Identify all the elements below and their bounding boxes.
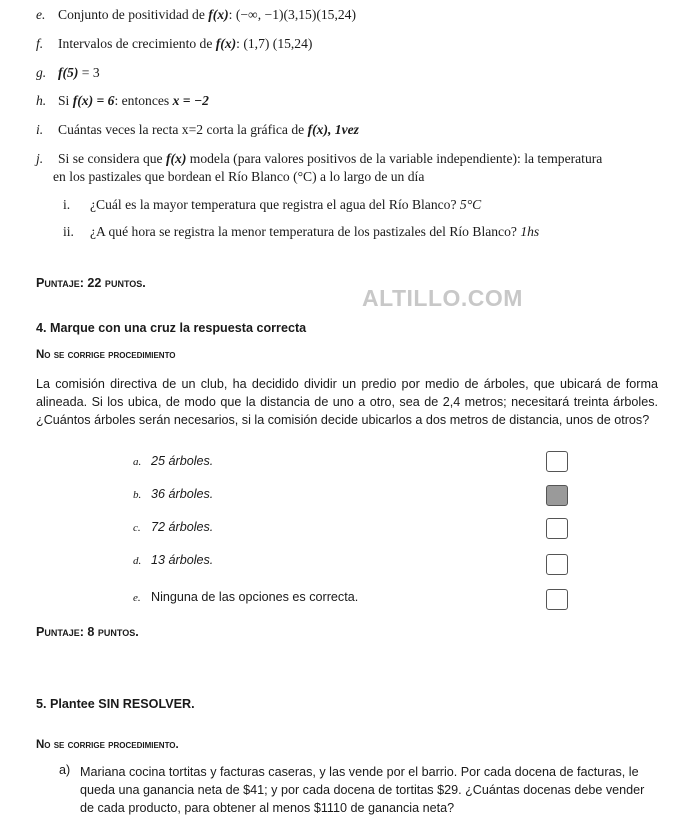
sub-item-i	[63, 197, 481, 213]
option-d	[133, 553, 213, 567]
watermark: ALTILLO.COM	[362, 285, 523, 311]
item-text: Cuántas veces la recta x=2 corta la gráfica de	[58, 122, 308, 137]
option-c	[133, 520, 213, 534]
option-letter: c.	[133, 522, 141, 534]
item-f	[36, 36, 312, 52]
option-text: 25 árboles.	[151, 454, 214, 468]
item-label: g.	[36, 65, 47, 80]
item-text-cont: modela (para valores positivos de la variable independiente): la temperatura	[186, 151, 603, 166]
item-rest: : (−∞, −1)(3,15)(15,24)	[228, 7, 357, 22]
option-text: Ninguna de las opciones es correcta.	[151, 590, 359, 604]
question-4-paragraph: La comisión directiva de un club, ha decidido dividir un predio por medio de árboles, que ubicará de forma alineada. Si los ubica, de modo que la distancia de uno a otro, sea de 2,4 metros; necesitará treinta árboles. ¿Cuántos árboles serán necesarios, si la comisión decide ubicarlos a dos metros de distancia, unos de otros?	[36, 377, 658, 427]
sub-item-text: ¿A qué hora se registra la menor temperatura de los pastizales del Río Blanco?	[90, 224, 521, 239]
option-letter: d.	[133, 555, 142, 567]
option-text: 72 árboles.	[151, 520, 214, 534]
item-math: f(5)	[58, 65, 79, 80]
item-text: Conjunto de positividad de	[58, 7, 209, 22]
question-5-title: 5. Plantee SIN RESOLVER.	[36, 697, 195, 711]
option-e	[133, 590, 358, 604]
item-j-line2: en los pastizales que bordean el Río Blanco (°C) a lo largo de un día	[53, 169, 425, 184]
item-rest: : (1,7) (15,24)	[236, 36, 313, 51]
option-c-checkbox[interactable]	[546, 518, 568, 539]
option-d-checkbox[interactable]	[546, 554, 568, 575]
item-e	[36, 7, 356, 23]
sub-item-answer: 5°C	[459, 197, 482, 212]
sub-item-text: Mariana cocina tortitas y facturas caseras, y las vende por el barrio. Por cada docena de facturas, le queda una ganancia neta de $41; y por cada docena de tortitas $29. ¿Cuántas docenas debe vender de cada producto, para obtener al menos $1110 de ganancia neta?	[80, 765, 645, 815]
item-rest: = 3	[78, 65, 100, 80]
option-letter: e.	[133, 592, 141, 604]
item-label: e.	[36, 7, 46, 22]
sub-item-answer: 1hs	[520, 224, 540, 239]
option-letter: a.	[133, 456, 142, 468]
item-label: h.	[36, 93, 47, 108]
item-math: f(x)	[208, 7, 229, 22]
sub-item-ii	[63, 224, 539, 240]
item-text: Intervalos de crecimiento de	[58, 36, 216, 51]
item-j	[36, 151, 602, 167]
item-text: Si se considera que	[58, 151, 166, 166]
option-a	[133, 454, 213, 468]
question-4-title: 4. Marque con una cruz la respuesta correcta	[36, 321, 307, 335]
option-text: 36 árboles.	[151, 487, 214, 501]
option-e-checkbox[interactable]	[546, 589, 568, 610]
option-a-checkbox[interactable]	[546, 451, 568, 472]
item-label: i.	[36, 122, 44, 137]
item-rest: : entonces	[114, 93, 173, 108]
item-i	[36, 122, 359, 138]
sub-item-number: i.	[63, 197, 71, 212]
sub-item-number: ii.	[63, 224, 74, 239]
item-math: f(x) = 6	[72, 93, 115, 108]
question-5-sub-item	[59, 763, 659, 823]
sub-item-label: a)	[59, 763, 71, 777]
sub-item-text: ¿Cuál es la mayor temperatura que registra el agua del Río Blanco?	[90, 197, 460, 212]
option-b	[133, 487, 213, 501]
item-h	[36, 93, 209, 109]
item-g	[36, 65, 100, 81]
item-label: j.	[36, 151, 44, 166]
option-letter: b.	[133, 489, 142, 501]
item-math: f(x)	[165, 151, 187, 166]
item-label: f.	[36, 36, 44, 51]
score-label: Puntaje: 22 puntos.	[36, 276, 146, 290]
question-4-note: No se corrige procedimiento	[36, 349, 176, 361]
item-text: Si	[58, 93, 73, 108]
item-math: f(x)	[215, 36, 237, 51]
option-text: 13 árboles.	[151, 553, 214, 567]
question-5-note: No se corrige procedimiento.	[36, 739, 179, 751]
question-4-score: Puntaje: 8 puntos.	[36, 625, 139, 639]
item-math: f(x), 1vez	[307, 122, 359, 137]
item-math-2: x = −2	[172, 93, 209, 108]
option-b-checkbox[interactable]	[546, 485, 568, 506]
